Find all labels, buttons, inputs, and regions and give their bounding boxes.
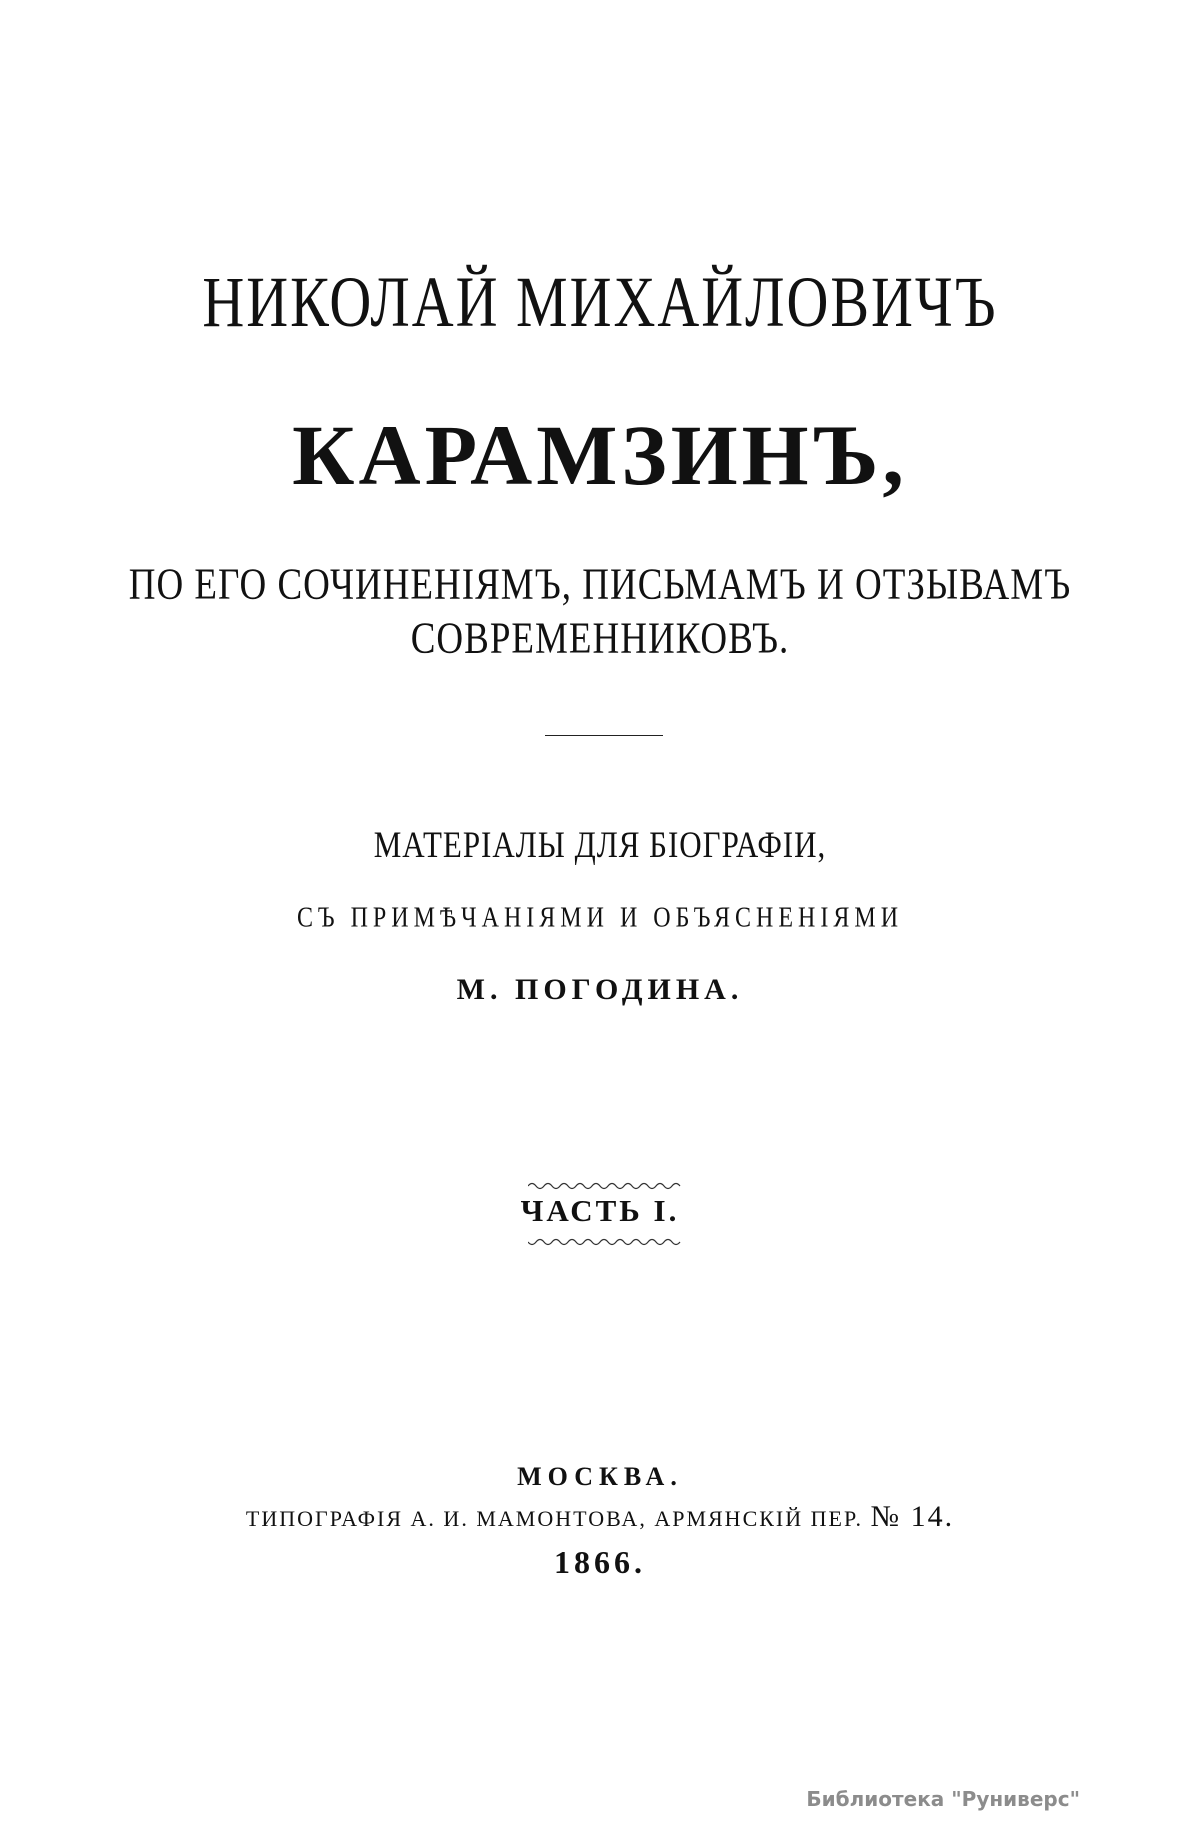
- notes-line: СЪ ПРИМѢЧАНІЯМИ И ОБЪЯСНЕНІЯМИ: [296, 902, 904, 934]
- divider-rule: [545, 735, 663, 736]
- materials-heading: МАТЕРІАЛЫ ДЛЯ БІОГРАФІИ,: [373, 823, 827, 866]
- subtitle-line-1: ПО ЕГО СОЧИНЕНІЯМЪ, ПИСЬМАМЪ И ОТЗЫВАМЪ: [128, 559, 1072, 610]
- ornament-wave-bottom: [528, 1238, 682, 1248]
- author-surname: КАРАМЗИНЪ,: [292, 407, 908, 503]
- imprint-year: 1866.: [554, 1544, 646, 1580]
- part-number: ЧАСТЬ I.: [520, 1193, 680, 1228]
- subtitle-line-2: СОВРЕМЕННИКОВЪ.: [410, 613, 790, 664]
- imprint-press: [0, 1500, 1200, 1534]
- library-watermark: Библиотека "Руниверс": [806, 1787, 1080, 1811]
- ornament-wave-top: [528, 1180, 682, 1190]
- imprint-press-name: ТИПОГРАФІЯ А. И. МАМОНТОВА, АРМЯНСКІЙ ПЕР.: [245, 1506, 863, 1531]
- editor-name: М. ПОГОДИНА.: [456, 973, 744, 1006]
- imprint-number: № 14.: [870, 1500, 955, 1533]
- imprint-city: МОСКВА.: [517, 1462, 683, 1491]
- author-name: НИКОЛАЙ МИХАЙЛОВИЧЪ: [202, 260, 998, 343]
